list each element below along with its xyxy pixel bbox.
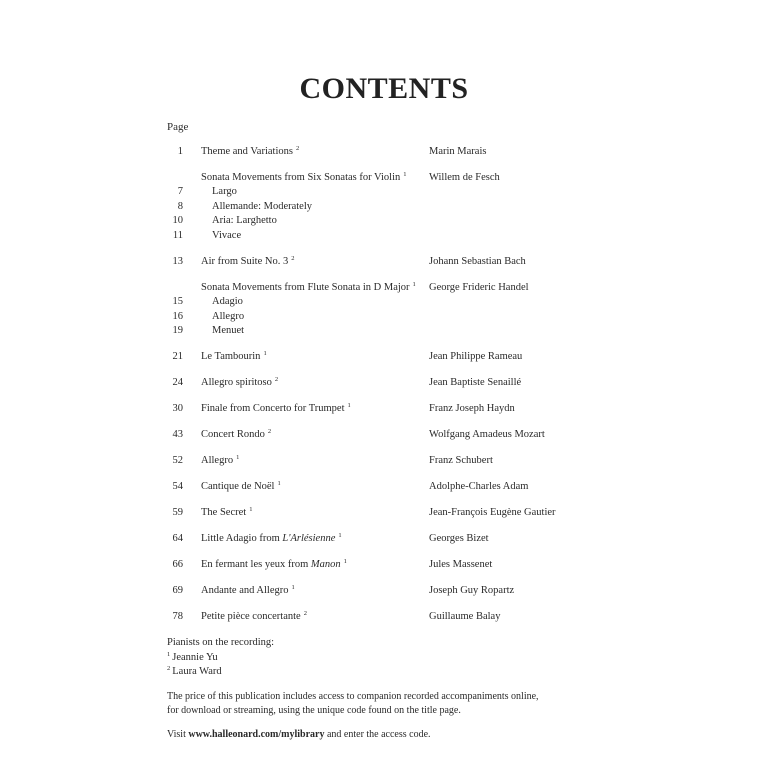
title-text: Concert Rondo	[201, 429, 265, 440]
title-text: Vivace	[212, 230, 242, 241]
composer-name: Jean-François Eugène Gautier	[429, 507, 556, 518]
contents-row	[0, 295, 768, 309]
movement-title	[212, 295, 243, 309]
contents-row	[0, 214, 768, 228]
title-text: Theme and Variations	[201, 146, 293, 157]
page-number: 8	[177, 201, 183, 212]
piece-title	[201, 255, 294, 269]
pianist-footnote-marker: 1	[249, 506, 253, 513]
pianist-footnote-marker: 1	[236, 454, 240, 461]
movement-title	[212, 310, 244, 324]
page-number: 13	[172, 256, 183, 267]
title-text: Menuet	[212, 325, 245, 336]
contents-row	[0, 558, 768, 572]
pianist-footnote-marker: 1	[338, 532, 342, 539]
page-number: 16	[172, 311, 183, 322]
composer-name: George Frideric Handel	[429, 282, 529, 293]
page-number: 59	[172, 507, 183, 518]
composer-name: Jean Baptiste Senaillé	[429, 377, 522, 388]
pianist-footnote-marker: 2	[295, 145, 300, 152]
pianist-footnote-marker: 2	[303, 610, 307, 617]
composer-name: Guillaume Balay	[429, 611, 501, 622]
access-note-line: for download or streaming, using the unique code found on the title page.	[167, 705, 461, 716]
composer-name: Franz Joseph Haydn	[429, 403, 515, 414]
pianist-entry	[167, 665, 274, 680]
title-text: Allemande: Moderately	[212, 201, 313, 212]
page-title: CONTENTS	[299, 72, 469, 105]
title-text: Sonata Movements from Six Sonatas for Violin	[201, 172, 401, 183]
title-text: Little Adagio from	[201, 533, 280, 544]
piece-title	[201, 281, 416, 295]
title-text: Aria: Larghetto	[212, 215, 277, 226]
visit-suffix: and enter the access code.	[326, 729, 431, 740]
piece-title	[201, 558, 347, 572]
piece-title	[201, 480, 281, 494]
contents-row	[0, 610, 768, 624]
movement-title	[212, 229, 241, 243]
page-number: 78	[172, 611, 183, 622]
pianist-footnote-marker: 1	[291, 584, 295, 591]
piece-title	[201, 171, 407, 185]
composer-name: Johann Sebastian Bach	[429, 256, 526, 267]
page-number: 52	[172, 455, 183, 466]
piece-title	[201, 506, 252, 520]
title-text: Cantique de Noël	[201, 481, 275, 492]
page-number: 54	[172, 481, 183, 492]
composer-name: Wolfgang Amadeus Mozart	[429, 429, 545, 440]
title-text: Le Tambourin	[201, 351, 261, 362]
composer-name: Georges Bizet	[429, 533, 489, 544]
piece-title	[201, 350, 267, 364]
pianist-number: 1	[167, 650, 171, 658]
pianist-footnote-marker: 1	[412, 281, 416, 288]
page-number: 30	[172, 403, 183, 414]
title-text: Adagio	[212, 296, 243, 307]
title-text: The Secret	[201, 507, 247, 518]
title-text: Andante and Allegro	[201, 585, 289, 596]
pianist-footnote-marker: 2	[291, 255, 295, 262]
piece-title	[201, 376, 278, 390]
title-text: Allegro spiritoso	[201, 377, 272, 388]
title-text: Allegro	[212, 311, 245, 322]
composer-name: Joseph Guy Ropartz	[429, 585, 515, 596]
page-number: 21	[172, 351, 183, 362]
title-text: En fermant les yeux from	[201, 559, 309, 570]
page-number: 19	[172, 325, 183, 336]
pianists-section	[167, 636, 274, 680]
contents-row	[0, 376, 768, 390]
pianist-number: 2	[167, 665, 171, 672]
library-url: www.halleonard.com/mylibrary	[188, 729, 325, 740]
title-text: Largo	[212, 186, 237, 197]
page-number: 11	[172, 230, 183, 241]
page-number: 43	[172, 429, 183, 440]
contents-row	[0, 229, 768, 243]
access-note-line: The price of this publication includes access to companion recorded accompaniments online,	[167, 691, 539, 702]
movement-title	[212, 200, 312, 214]
piece-title	[201, 428, 271, 442]
composer-name: Willem de Fesch	[429, 172, 500, 183]
page-number: 10	[172, 215, 183, 226]
contents-row	[0, 532, 768, 546]
movement-title	[212, 185, 237, 199]
pianist-footnote-marker: 1	[347, 402, 351, 409]
title-italic-text: Manon	[310, 559, 341, 570]
page-number: 7	[177, 186, 183, 197]
piece-title	[201, 610, 307, 624]
pianist-footnote-marker: 1	[263, 350, 267, 357]
pianist-footnote-marker: 1	[403, 171, 407, 178]
composer-name: Marin Marais	[429, 146, 487, 157]
access-note	[167, 690, 587, 718]
page-number: 15	[172, 296, 183, 307]
visit-prefix: Visit	[167, 729, 186, 740]
contents-row	[0, 171, 768, 185]
contents-row	[0, 145, 768, 159]
contents-row	[0, 185, 768, 199]
contents-row	[0, 506, 768, 520]
contents-row	[0, 480, 768, 494]
piece-title	[201, 145, 299, 159]
movement-title	[212, 214, 277, 228]
composer-name: Jules Massenet	[429, 559, 493, 570]
contents-row	[0, 402, 768, 416]
page-column-label: Page	[167, 121, 189, 133]
composer-name: Franz Schubert	[429, 455, 493, 466]
pianist-footnote-marker: 1	[277, 480, 281, 487]
title-text: Finale from Concerto for Trumpet	[201, 403, 345, 414]
page-number: 64	[172, 533, 183, 544]
title-text: Sonata Movements from Flute Sonata in D Major	[201, 282, 410, 293]
contents-row	[0, 350, 768, 364]
pianist-footnote-marker: 2	[274, 376, 279, 383]
pianist-name: Jeannie Yu	[172, 651, 218, 663]
contents-row	[0, 454, 768, 468]
pianist-footnote-marker: 1	[343, 558, 347, 565]
page-number: 1	[177, 146, 183, 157]
contents-row	[0, 310, 768, 324]
contents-row	[0, 428, 768, 442]
contents-row	[0, 200, 768, 214]
contents-row	[0, 255, 768, 269]
movement-title	[212, 324, 244, 338]
contents-row	[0, 281, 768, 295]
pianist-footnote-marker: 2	[267, 428, 272, 435]
page-number: 24	[172, 377, 183, 388]
title-italic-text: L'Arlésienne	[282, 533, 336, 544]
pianist-entry	[167, 651, 274, 666]
composer-name: Jean Philippe Rameau	[429, 351, 523, 362]
piece-title	[201, 402, 351, 416]
piece-title	[201, 584, 295, 598]
page-number: 66	[172, 559, 183, 570]
piece-title	[201, 454, 239, 468]
contents-row	[0, 584, 768, 598]
composer-name: Adolphe-Charles Adam	[429, 481, 529, 492]
page-number: 69	[172, 585, 183, 596]
title-text: Petite pièce concertante	[201, 611, 301, 622]
pianist-name: Laura Ward	[172, 666, 222, 677]
contents-row	[0, 324, 768, 338]
visit-line	[167, 728, 431, 742]
title-text: Air from Suite No. 3	[201, 256, 289, 267]
title-text: Allegro	[201, 455, 234, 466]
piece-title	[201, 532, 342, 546]
pianists-heading: Pianists on the recording:	[167, 637, 275, 648]
